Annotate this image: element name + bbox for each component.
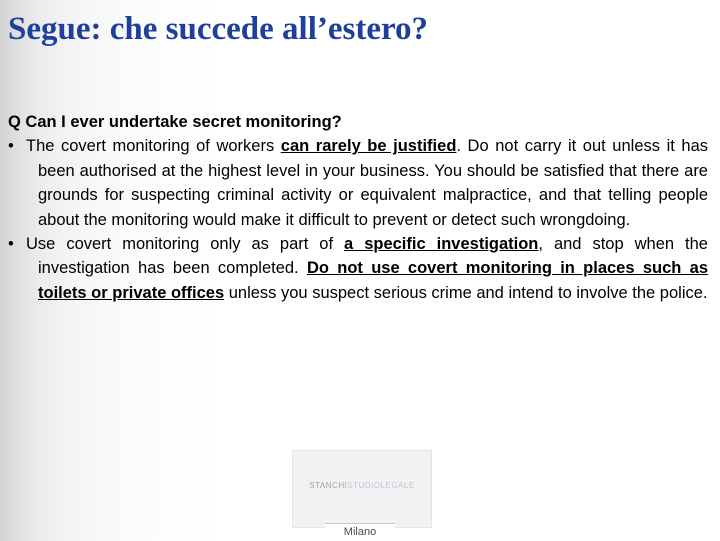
footer-city: Milano — [325, 523, 395, 541]
bullet-item-1 — [8, 134, 708, 232]
studio-logo-wordmark — [293, 481, 431, 490]
bullet-mark: • — [8, 137, 14, 156]
bullet-mark: • — [8, 235, 14, 254]
logo-wordmark-part-a: STANCHI — [309, 481, 348, 490]
bullet-item-2 — [8, 232, 708, 305]
bullet-2-text-end: unless you suspect serious crime and intend to involve the police. — [224, 283, 708, 302]
bullet-2-emphasis-2: Do not use covert monitoring in places such as toilets or private offices — [38, 259, 708, 302]
bullet-1-text-start: The covert monitoring of workers — [26, 137, 281, 156]
bullet-1-text-rest: . Do not carry it out unless it has been authorised at the highest level in your business. You should be satisfied that there are grounds for suspecting criminal activity or equivalent malpractice, and that telling people about the monitoring would make it difficult to prevent or detect such wrongdoing. — [38, 137, 708, 229]
slide-body — [8, 110, 708, 305]
studio-logo — [292, 450, 432, 528]
slide-title: Segue: che succede all’estero? — [8, 11, 429, 47]
question-heading: Q Can I ever undertake secret monitoring? — [8, 113, 342, 131]
bullet-2-emphasis: a specific investigation — [344, 235, 539, 254]
logo-wordmark-part-b: STUDIOLEGALE — [347, 481, 415, 490]
bullet-2-text-middle: , and stop when the investigation has been completed. — [38, 235, 708, 278]
bullet-2-text-start: Use covert monitoring only as part of — [26, 235, 345, 254]
bullet-1-emphasis: can rarely be justified — [280, 137, 457, 156]
